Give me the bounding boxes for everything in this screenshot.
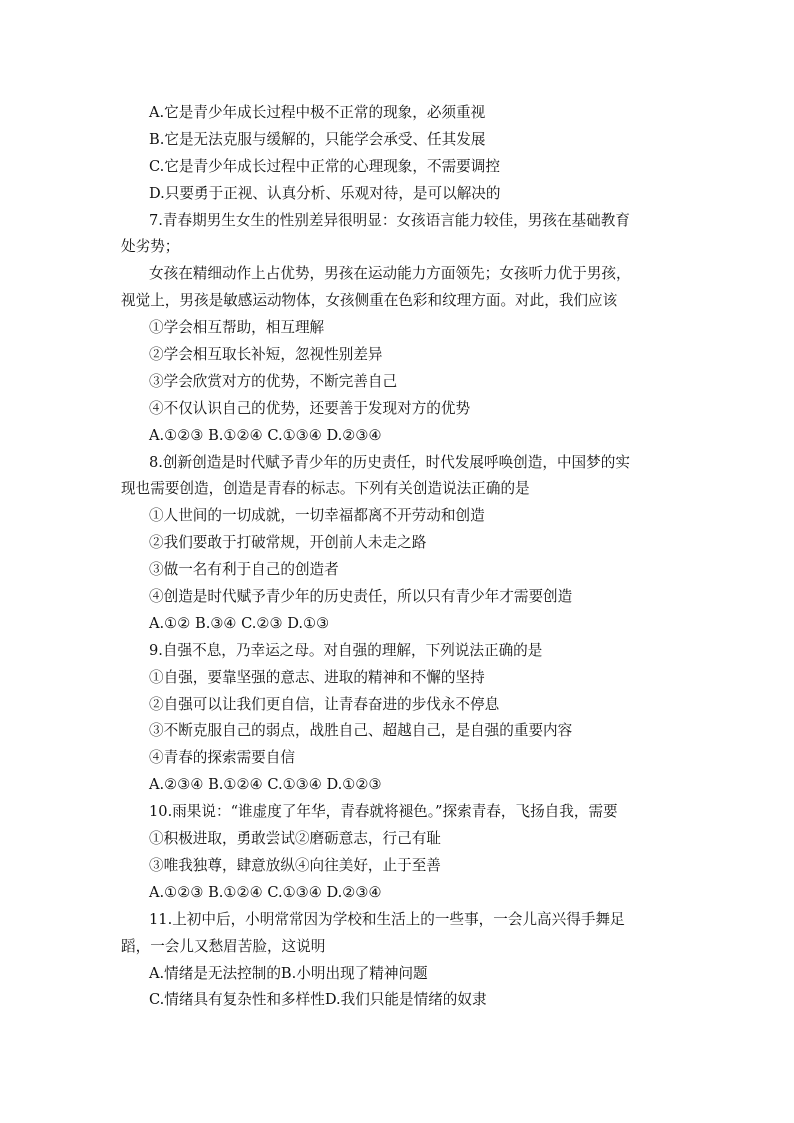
text-line: ②我们要敢于打破常规，开创前人未走之路 (149, 534, 427, 552)
text-line: ③不断克服自己的弱点，战胜自己、超越自己，是自强的重要内容 (149, 722, 573, 740)
text-line: ①学会相互帮助，相互理解 (149, 319, 325, 337)
text-line: D.只要勇于正视、认真分析、乐观对待，是可以解决的 (149, 184, 501, 202)
text-line: A.①②③ B.①②④ C.①③④ D.②③④ (149, 426, 382, 444)
text-line: ④创造是时代赋予青少年的历史责任，所以只有青少年才需要创造 (149, 588, 573, 606)
text-line: 11.上初中后，小明常常因为学校和生活上的一些事，一会儿高兴得手舞足 (149, 910, 625, 928)
text-line: ③做一名有利于自己的创造者 (149, 561, 339, 579)
text-line: A.②③④ B.①②④ C.①③④ D.①②③ (149, 776, 382, 794)
text-line: ②自强可以让我们更自信，让青春奋进的步伐永不停息 (149, 695, 500, 713)
text-line: ③唯我独尊，肆意放纵④向往美好，止于至善 (149, 856, 441, 874)
text-line: C.它是青少年成长过程中正常的心理现象，不需要调控 (149, 157, 500, 175)
text-line: A.情绪是无法控制的B.小明出现了精神问题 (149, 964, 428, 982)
text-line: ②学会相互取长补短，忽视性别差异 (149, 346, 383, 364)
document-body (121, 100, 681, 1014)
text-line: 9.自强不息，乃幸运之母。对自强的理解，下列说法正确的是 (149, 641, 543, 659)
text-line: ①人世间的一切成就，一切幸福都离不开劳动和创造 (149, 507, 485, 525)
text-line: 8.创新创造是时代赋予青少年的历史责任，时代发展呼唤创造，中国梦的实 (149, 453, 630, 471)
text-line: 女孩在精细动作上占优势，男孩在运动能力方面领先；女孩听力优于男孩， (149, 265, 631, 283)
text-line: 处劣势； (121, 238, 180, 256)
text-line: A.①②③ B.①②④ C.①③④ D.②③④ (149, 883, 382, 901)
text-line: 10.雨果说：“谁虚度了年华，青春就将褪色。”探索青春，飞扬自我，需要 (149, 803, 618, 821)
text-line: ④青春的探索需要自信 (149, 749, 295, 767)
text-line: B.它是无法克服与缓解的，只能学会承受、任其发展 (149, 130, 486, 148)
text-line: ①积极进取，勇敢尝试②磨砺意志，行己有耻 (149, 830, 441, 848)
text-line: ③学会欣赏对方的优势，不断完善自己 (149, 372, 398, 390)
text-line: 视觉上，男孩是敏感运动物体，女孩侧重在色彩和纹理方面。对此，我们应该 (121, 292, 618, 310)
text-line: 蹈，一会儿又愁眉苦脸，这说明 (121, 937, 326, 955)
text-line: C.情绪具有复杂性和多样性D.我们只能是情绪的奴隶 (149, 991, 487, 1009)
text-line: A.它是青少年成长过程中极不正常的现象，必须重视 (149, 104, 486, 121)
text-line: ④不仅认识自己的优势，还要善于发现对方的优势 (149, 399, 471, 417)
text-line: 7.青春期男生女生的性别差异很明显：女孩语言能力较佳，男孩在基础教育 (149, 211, 630, 229)
text-line: 现也需要创造，创造是青春的标志。下列有关创造说法正确的是 (121, 480, 530, 498)
text-line: A.①② B.③④ C.②③ D.①③ (149, 614, 330, 632)
text-line: ①自强，要靠坚强的意志、进取的精神和不懈的坚持 (149, 668, 485, 686)
